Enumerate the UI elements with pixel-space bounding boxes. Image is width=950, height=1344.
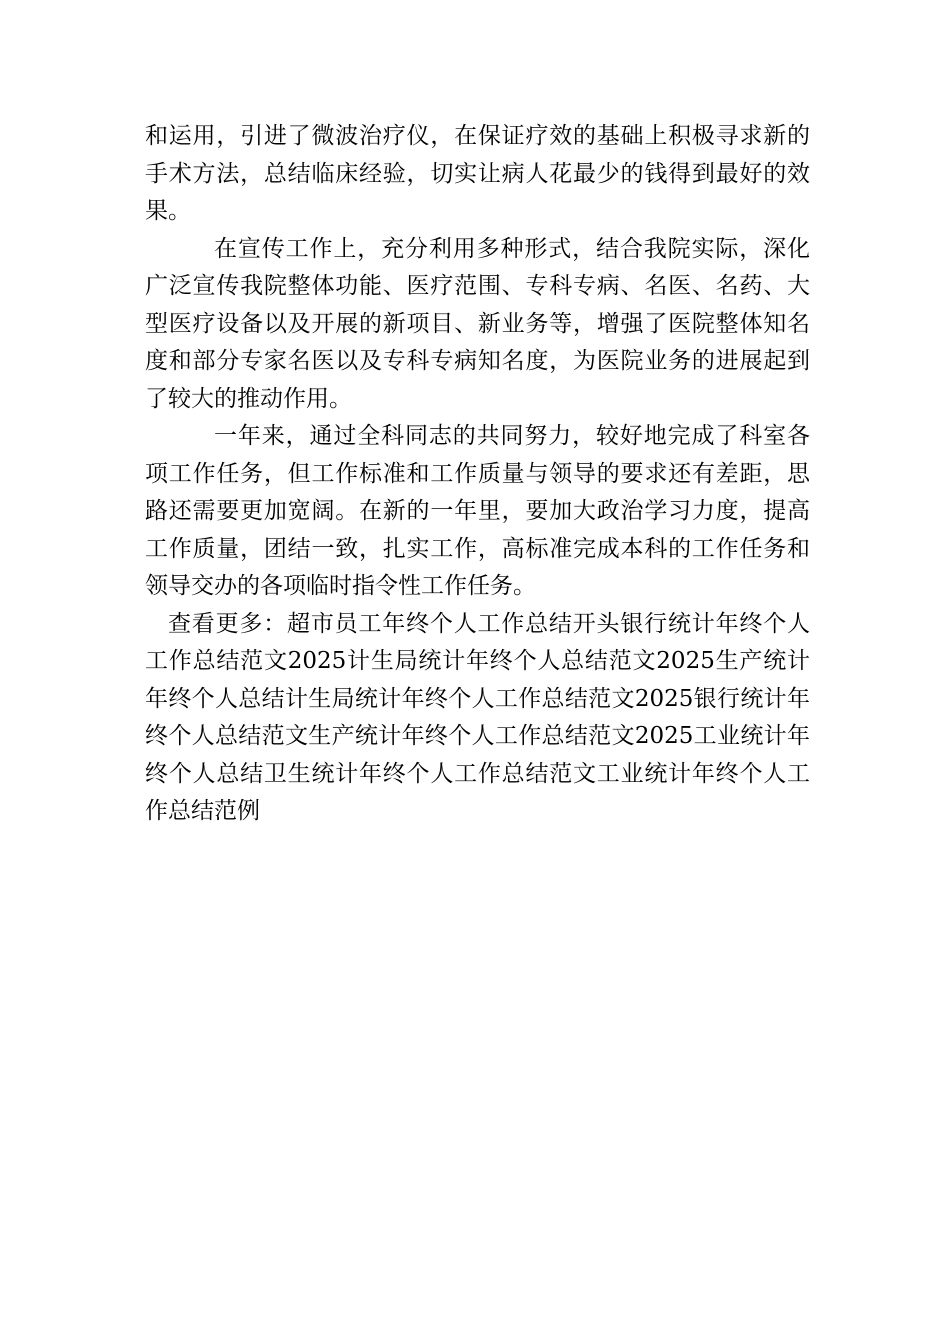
paragraph-publicity: 在宣传工作上，充分利用多种形式，结合我院实际，深化广泛宣传我院整体功能、医疗范围、专科专病、名医、名药、大型医疗设备以及开展的新项目、新业务等，增强了医院整体知名度和部分专家名医以及专科专病知名度，为医院业务的进展起到了较大的推动作用。: [145, 235, 810, 412]
paragraph-treatment: 和运用，引进了微波治疗仪，在保证疗效的基础上积极寻求新的手术方法，总结临床经验，切实让病人花最少的钱得到最好的效果。: [145, 123, 810, 224]
paragraph-summary: 一年来，通过全科同志的共同努力，较好地完成了科室各项工作任务，但工作标准和工作质量与领导的要求还有差距，思路还需要更加宽阔。在新的一年里，要加大政治学习力度，提高工作质量，团结一致，扎实工作，高标准完成本科的工作任务和领导交办的各项临时指令性工作任务。: [145, 423, 810, 599]
see-more-links[interactable]: 查看更多：超市员工年终个人工作总结开头银行统计年终个人工作总结范文2025计生局统计年终个人总结范文2025生产统计年终个人总结计生局统计年终个人工作总结范文2025银行统计年终个人总结范文生产统计年终个人工作总结范文2025工业统计年终个人总结卫生统计年终个人工作总结范文工业统计年终个人工作总结范例: [145, 610, 810, 824]
document-page: [145, 118, 810, 831]
